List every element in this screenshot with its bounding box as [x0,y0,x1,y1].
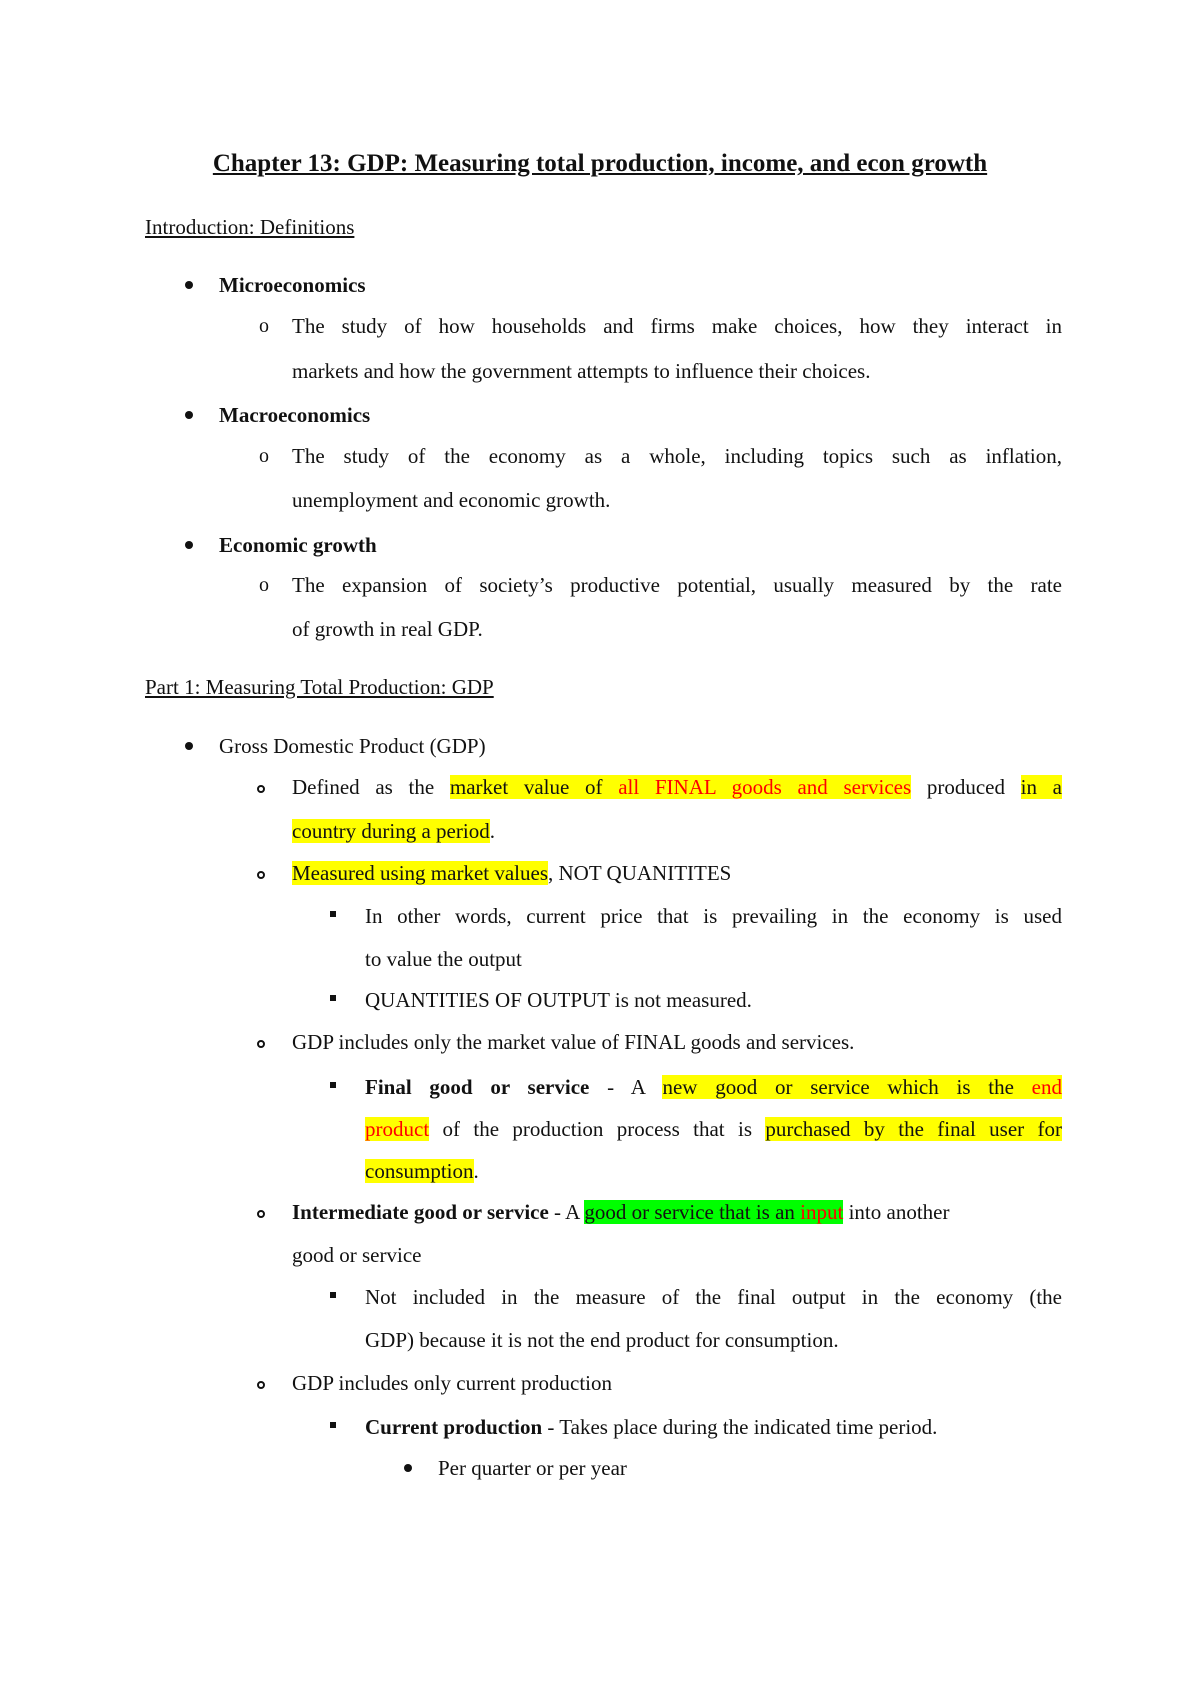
sub-bullet-circle-icon [257,1381,265,1389]
sub-bullet-circle-icon [257,1210,265,1218]
per-quarter-line: Per quarter or per year [438,1456,627,1480]
definition-economic-growth-line1: The expansion of society’s productive potential, usually measured by the rate [292,573,1062,597]
term-economic-growth: Economic growth [219,533,377,557]
bullet-dot-icon [185,742,193,750]
square-bullet-icon [330,1082,336,1088]
definition-microeconomics-line1: The study of how households and firms make choices, how they interact in [292,314,1062,338]
square-bullet-icon [330,1292,336,1298]
square-bullet-icon [330,1422,336,1428]
other-words-line2: to value the output [365,947,522,971]
bullet-dot-icon [185,541,193,549]
square-bullet-icon [330,995,336,1001]
definition-economic-growth-line2: of growth in real GDP. [292,617,483,641]
bullet-dot-icon [404,1464,412,1472]
part1-heading: Part 1: Measuring Total Production: GDP [145,675,494,699]
defined-line2: country during a period. [292,819,495,843]
definition-macroeconomics-line2: unemployment and economic growth. [292,488,611,512]
sub-bullet-circle-icon [257,785,265,793]
gdp-label: Gross Domestic Product (GDP) [219,734,486,758]
page-title: Chapter 13: GDP: Measuring total production, income, and econ growth [212,150,988,177]
defined-line1: Defined as the market value of all FINAL goods and services produced in a [292,775,1063,799]
sub-bullet-o-icon: o [259,315,269,337]
current-only-line: GDP includes only current production [292,1371,612,1395]
intermediate-line1: Intermediate good or service - A good or service that is an input into another [292,1200,950,1224]
square-bullet-icon [330,911,336,917]
term-macroeconomics: Macroeconomics [219,403,371,427]
sub-bullet-o-icon: o [259,574,269,596]
measured-line: Measured using market values, NOT QUANITITES [292,861,732,885]
intro-heading: Introduction: Definitions [145,215,355,239]
sub-bullet-circle-icon [257,871,265,879]
current-production-line: Current production - Takes place during the indicated time period. [365,1415,938,1439]
final-good-line1: Final good or service - A new good or service which is the end [365,1075,1062,1099]
bullet-dot-icon [185,411,193,419]
not-included-line2: GDP) because it is not the end product for consumption. [365,1328,839,1352]
definition-microeconomics-line2: markets and how the government attempts to influence their choices. [292,359,871,383]
intermediate-line2: good or service [292,1243,422,1267]
bullet-dot-icon [185,281,193,289]
definition-macroeconomics-line1: The study of the economy as a whole, including topics such as inflation, [292,444,1062,468]
sub-bullet-circle-icon [257,1040,265,1048]
includes-final-line: GDP includes only the market value of FINAL goods and services. [292,1030,855,1054]
final-good-line3: consumption. [365,1159,479,1183]
quantities-line: QUANTITIES OF OUTPUT is not measured. [365,988,752,1012]
sub-bullet-o-icon: o [259,445,269,467]
term-microeconomics: Microeconomics [219,273,366,297]
not-included-line1: Not included in the measure of the final output in the economy (the [365,1285,1062,1309]
final-good-line2: product of the production process that is purchased by the final user for [365,1117,1062,1141]
other-words-line1: In other words, current price that is prevailing in the economy is used [365,904,1062,928]
